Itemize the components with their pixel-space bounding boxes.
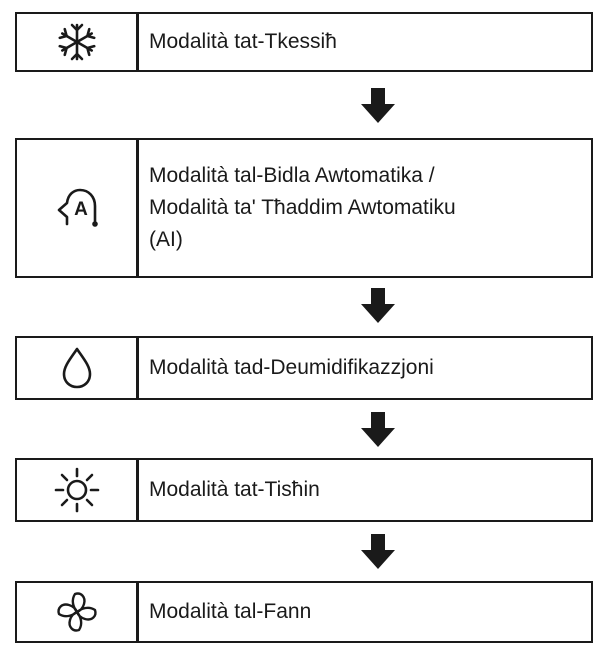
mode-label-cell	[139, 338, 591, 398]
mode-icon-cell	[17, 338, 139, 398]
flow-arrow-down	[360, 88, 396, 124]
mode-label-heating: Modalità tat-Tisħin	[149, 478, 320, 501]
flow-arrow-down	[360, 412, 396, 448]
mode-box-dehumidify	[15, 336, 593, 400]
mode-label-cell	[139, 583, 591, 641]
auto-mode-icon-letter: A	[73, 199, 88, 220]
arrow-down-icon	[360, 88, 396, 124]
mode-box-auto	[15, 138, 593, 278]
mode-label-cell	[139, 14, 591, 70]
mode-icon-cell	[17, 583, 139, 641]
water-drop-icon	[59, 346, 95, 390]
sun-icon	[53, 466, 101, 514]
mode-box-cooling	[15, 12, 593, 72]
flow-arrow-down	[360, 288, 396, 324]
mode-label-cell	[139, 460, 591, 520]
mode-label-auto-line-3: (AI)	[149, 228, 183, 251]
mode-box-heating	[15, 458, 593, 522]
mode-label-auto-line-1: Modalità tal-Bidla Awtomatika /	[149, 164, 435, 187]
snowflake-icon	[57, 22, 97, 62]
arrow-down-icon	[360, 288, 396, 324]
mode-icon-cell	[17, 140, 139, 276]
fan-icon	[55, 590, 99, 634]
arrow-down-icon	[360, 534, 396, 570]
arrow-down-icon	[360, 412, 396, 448]
mode-label-auto-line-2: Modalità ta' Tħaddim Awtomatiku	[149, 196, 456, 219]
auto-mode-icon	[53, 184, 101, 232]
mode-label-fan: Modalità tal-Fann	[149, 600, 312, 623]
mode-label-cooling: Modalità tat-Tkessiħ	[149, 30, 337, 53]
mode-label-cell	[139, 140, 591, 276]
mode-box-fan	[15, 581, 593, 643]
flow-arrow-down	[360, 534, 396, 570]
mode-icon-cell	[17, 460, 139, 520]
mode-label-dehumidify: Modalità tad-Deumidifikazzjoni	[149, 356, 434, 379]
mode-icon-cell	[17, 14, 139, 70]
